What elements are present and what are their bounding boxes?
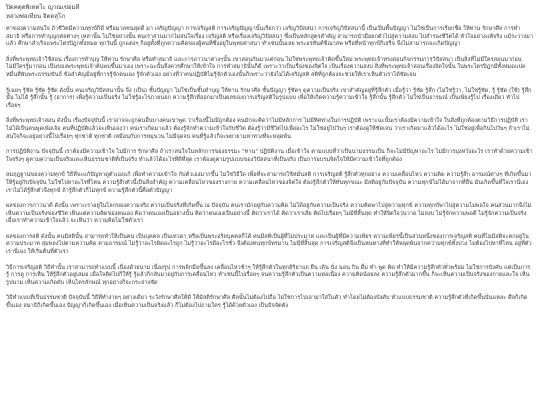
header-author: หลวงพ่อเทียน จิตตสุโภ bbox=[6, 13, 66, 20]
paragraph: สิ่งที่พระพุทธเจ้าใช้สอน เรื่องการทำบุญ ให้ทาน รักษาศีล หรือทำสมาธิ และการภาวนาต่างๆนั้น เขาสอนกันมาแต่ก่อน ไม่ใช่พระพุทธเจ้าคิดขึ้นใหม่ พระพุทธเจ้าทรงสอนกิจกรรมการวิปัสสนา เป็นสิ่งที่ไม่มีใครสอนมาก่อน ไม่มีใครรู้มาก่อน เป็นของพระพุทธเจ้าค้นพบขึ้นมาเอง เพราะฉะนั้นจึงควรศึกษาให้เข้าใจ การทำสมาธินั้นก็ดี เพราะว่าเป็นเรื่องของจิตใจ เป็นเรื่องความสงบ สิ่งที่พระพุทธเจ้าสอนเรื่องจิตใจนั้น ในพระไตรปิฎกมีทั้งหมดแปดหมื่นสี่พันพระธรรมขันธ์ ข้อสำคัญมีอยู่ที่การรู้จักตนเอง รู้จักตัวเอง อย่างที่ว่าคนปฏิบัติไม่รู้จักตัวเองนั้นก็เพราะว่ายังไม่ได้เจริญสติ สติที่ถูกต้องจะช่วยให้เราเห็นตัวเราได้ชัดเจน bbox=[6, 56, 526, 78]
paragraph: การปฏิบัติงาน ปัจจุบันนี้ เราต้องมีความเข้าใจ ไม่มีการ รักษาศีล ถ้าเราสนใจในหลักการของธรรมะ "ทาน" ปฏิบัติงาน เมื่อเข้าใจ ตามแบบที่ว่าเป็นนามธรรมเป็น ก็จะไม่มีปัญหาอะไร ไม่มีการมุ่งหวังอะไร เราทำด้วยความเข้าใจจริงๆ ดูตามความเป็นจริงและเห็นธรรมชาติที่เป็นจริง ทำแล้วได้อะไรที่ดีที่สุด เราต้องดูตามรูปแบบของวิปัสสนาที่เป็นจริง เป็นการอบรมจิตใจให้มีความเข้าใจที่ถูกต้อง bbox=[6, 149, 533, 163]
paragraph: ผลของการภาวนาดี ดังนั้น เพราะเราอยู่ในโลกของความจริง ความเป็นจริงที่เกิดขึ้น ณ ปัจจุบัน คนเรามักอยู่กับความคิด ไม่ได้อยู่กับความเป็นจริง ความคิดพาไปสู่ความทุกข์ ความทุกข์พาไปสู่ความไม่พอใจ คนส่วนมากจึงไม่เห็นความเป็นจริงของชีวิต เห็นแต่ความคิดของตนเอง คิดว่าตนเองเป็นอย่างนั้น คิดว่าตนเองเป็นอย่างนี้ คิดว่าเราได้ คิดว่าเราเสีย คิดไปเรื่อยๆ ไม่มีที่สิ้นสุด ทำให้จิตใจวุ่นวาย ไม่สงบ ไม่รู้จักความพอดี ไม่รู้จักความเป็นจริง เมื่อเราทำความเข้าใจแล้ว จะเห็นว่า ความคิดไม่ใช่ตัวเรา bbox=[6, 203, 532, 225]
document-header bbox=[6, 3, 533, 21]
header-title: ปิดคตุดพิเทตโะ ญาณเข่อมที bbox=[6, 4, 80, 11]
paragraph: สิ่งที่พระพุทธเจ้าสอน ดังนั้น เรื่องปัจจุบันนี้ เราอาจจะถูกคนอื่นบางคนเขาพูด ว่าเรื่องนี้ไม่มีถูกต้อง คนมักจะคิดว่าไม่มีหลักการ ไม่มีทิศทางในการปฏิบัติ เพราะฉะนั้นเราต้องมีความเข้าใจ ในสิ่งที่ถูกต้องตามวิธีการปฏิบัติ เราไม่ได้เป็นคนพูดเพ้อเจ้อ คนที่ปฏิบัติแล้วจะเห็นเองว่า คนเราเกิดมาแล้ว ต้องรู้จักทำความเข้าใจกับชีวิต ต้องรู้ว่ามีชีวิตไปเพื่ออะไร ไม่ใช่อยู่ไปวันๆ เราต้องดูให้ชัดเจน ว่าเราเกิดมาแล้วได้อะไร ไม่ใช่อยู่เพื่อกินไปวันๆ ถ้าเราไม่สนใจก็จะอยู่อย่างนี้ไปเรื่อยๆ ทุกชาติ ทุกชาติ เหมือนกับการหมุนวน ไม่มีจุดจบ คนที่รู้แล้วก็จะพยายามหาทางที่จะหลุดพ้น bbox=[6, 118, 530, 140]
paragraph: ค่าของความสนใจ ถ้าชีวิตมีความทุกข์ก็ดี หรือมวลชนสุดดี มา เจริญปัญญา การเจริญสติ การเจริญปัญญานั้นเรียกว่า เจริญวิปัสสนา การเจริญวิปัสสนานี้ เป็นเป็นพื้นปัญญา ไม่ใช่เป็นการเรียกชื่อ ให้ทาน รักษาศีล การทำสมาธิ หรือการทำบุญกุศลต่างๆ เหล่านั้น ไม่ใช่อย่างนั้น คนเราส่วนมากไม่สนใจเรื่อง เจริญสติ หรือเรื่องเจริญวิปัสสนา ซึ่งเป็นหลักสูตรสำคัญ สามารถนำมือยกตัวไปสู่ความสงบ ไปสำรองชีวิตได้ หัวใจอย่างแท้จริง แม้ระวางมา แล้ว ศึกษาสำเร็จแพระไตรปิฎกทั้งหมด ทุกวันนี้ ถูกแต่งๆ ก็อยู่ตั้งที่ถูกความคิดของผู้คนที่ซึ่งอยู่ในพุทธศาสนา ทำเช่นนั้นเลย พระอรหันต์ขีณาสพ หรือที่หน้าทุกข์ก็เสร็จ จึงไม่สามารถจะเกิดปัญญา bbox=[6, 26, 533, 48]
document-body bbox=[6, 26, 533, 311]
paragraph: วิธีการเจริญสติ วิธีทำนั้น เราสามารถทำแบบนี้ เนื่องด้วยนาม เนื่องรูป การพลิกมือขึ้นลง เคลื่อนไหวช้าๆ ให้รู้สึกตัวในทุกอิริยาบถ ยืน เดิน นั่ง นอน กิน ดื่ม ทำ พูด คิด ทำให้มีความรู้สึกตัวทั่วพร้อม ไม่ใช่การบังคับ แต่เป็นการรู้ การดู การเห็น ให้รู้สึกตัวอยู่เสมอ เมื่อใจคิดไปก็ให้รู้ รู้แล้วก็กลับมาอยู่กับการเคลื่อนไหว ทำเช่นนี้ไปเรื่อยๆ จนความรู้สึกตัวเป็นความต่อเนื่อง ความคิดน้อยลง ความรู้สึกตัวมากขึ้น ก็จะเห็นความเป็นจริงของกายและใจ เห็นรูปนาม เห็นความเกิดดับ เห็นไตรลักษณ์ ทุกอย่างก็จะกระจ่างชัด bbox=[6, 264, 531, 286]
paragraph: สมฤฎฐานของความทุกข์ วิธีที่จะแก้ปัญหาดูตัวเองแก้ เพื่อทำความเข้าใจ กับตัวเองมากขึ้น ไม่ใช่วิธีใด เพื่อที่จะสามารถใช้หมั่นสติ การเจริญสติ รู้สึกตัวทุกอย่าง ความเคลื่อนไหว ความคิด ความรู้สึก อารมณ์ต่างๆ ที่เกิดขึ้นมา ให้รู้อยู่กับปัจจุบัน ไม่ใช่ไปหาอะไรที่ไหน ความรู้สึกตัวนี้เป็นสิ่งสำคัญ ความเคลื่อนไหวของร่างกาย ความเคลื่อนไหวของจิตใจ ต้องรู้สึกตัวให้ทันทุกขณะ มีสติอยู่กับปัจจุบัน ความทุกข์ไม่ได้มาจากที่อื่น มันเกิดขึ้นที่ใจเรานี่เอง เราไม่ได้รู้สึกตัวจึงทุกข์ ถ้ารู้สึกตัวก็ไม่ทุกข์ ความรู้สึกตัวนี้คือตัวปัญญา bbox=[6, 172, 532, 194]
paragraph: ผลของการสติ ดังนั้น คนมีสตินั้น สามารถทำให้เป็นคน เป็นบุคคล เป็นเทวดา หรือเป็นพระอริยบุคคลก็ได้ คนมีสติเป็นผู้ที่ไม่ประมาท และเป็นผู้ที่มีความเพียร ความเพียรนี้เป็นส่วนหนึ่งของการเจริญสติ คนที่ไม่มีสติจะตกอยู่ในความประมาท ลุ่มหลงไปตามความคิด ตามอารมณ์ ไม่รู้ว่าอะไรผิดอะไรถูก ไม่รู้ว่าอะไรดีอะไรชั่ว จึงต้องทนทุกข์ทรมาน ไม่มีที่สิ้นสุด การเจริญสติจึงเป็นหนทางที่ทำให้หลุดพ้นจากความทุกข์ทั้งปวง ไม่ต้องไปหาที่ไหน อยู่ที่ตัวเรานี่เอง ให้เริ่มต้นที่ตัวเรา bbox=[6, 233, 532, 256]
paragraph: รู้เฉยๆ รู้ชัด รู้ชัด รู้ชัด ดังนั้น คนเจริญวิปัสสนานั้น จึง (เป็น) ชั้นปัญญา ไม่ใช่เป็นชั้นทำบุญ ให้ทาน รักษาศีล ชั้นปัญญา รู้ชัดๆ ดูความเป็นจริง เขาสำคัญอยู่ที่รู้สึกตัว เมื่อรู้ว่า รู้ชัด รู้สึก (ไม่ใช่รู้ว่า, ไม่ใช่รู้ชัด, รู้ รู้ชัด (ใช้) รู้สึกนั้น ไม่ได้ รู้สึกนั้น รู้ (อาการ) เพื่อรู้ความเป็นจริง ไม่ใช่รู้อะไรภายนอก ความรู้สึกที่ออกมาเป็นผลของการเจริญสติในรูปแบบ เพื่อให้เกิดความรู้ความเข้าใจ รู้สึกนั้น รู้สึกตัว ไม่ใช่เป็นอารมณ์ เป็นเพียงรู้ไป เรื่องเดียว ทำไปเรื่อยๆ bbox=[6, 87, 532, 109]
paragraph: วิธีทำแบบที่เป็นธรรมชาติ ปัจจุบันนี้ วิธีที่ทำง่ายๆ อย่างเดียว ระวังรักษาศีลให้ดี ให้มีสติรักษาศีล ศีลนั้นไม่ต้องไปถือ ไม่ใช่การไปเอามาใส่ในตัว ทำโดยไม่ต้องบังคับ ทำแบบธรรมชาติ ความรู้สึกตัวที่เกิดขึ้นนั่นแหละ ศีลก็เกิดขึ้นเอง สมาธิก็เกิดขึ้นเอง ปัญญาก็เกิดขึ้นเอง เมื่อเห็นความเป็นจริงแล้ว ก็ไม่ต้องไปถามใคร รู้ได้ด้วยตัวเอง เป็นปัจจัตตัง bbox=[6, 295, 528, 310]
